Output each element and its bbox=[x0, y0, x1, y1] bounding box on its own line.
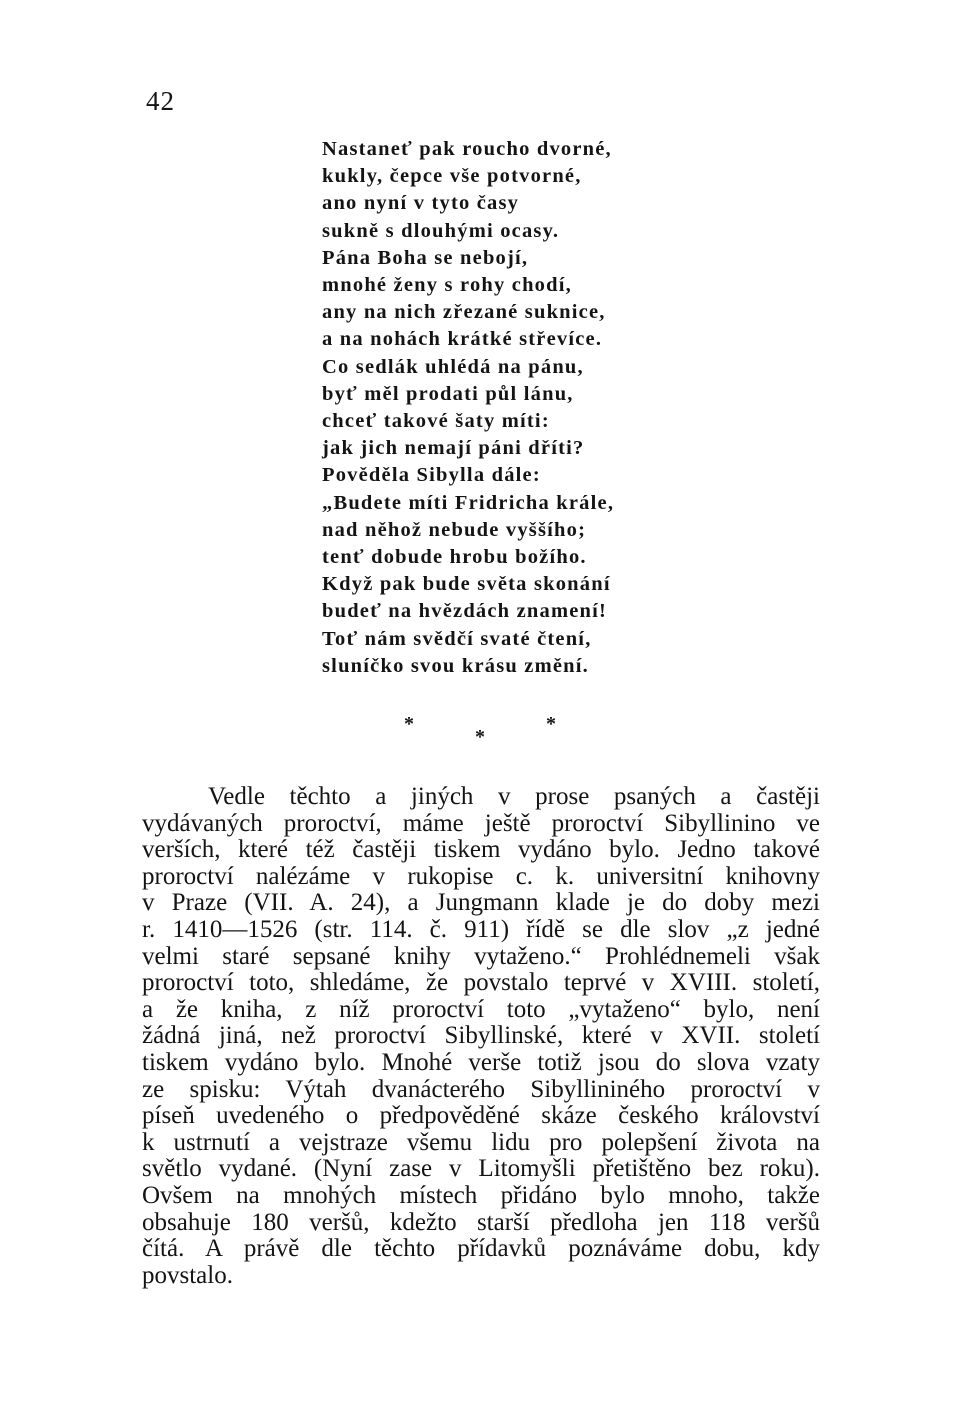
verse-line: Co sedlák uhlédá na pánu, bbox=[322, 355, 584, 378]
verse-line: Pána Boha se nebojí, bbox=[322, 246, 529, 269]
verse-line: Pověděla Sibylla dále: bbox=[322, 464, 541, 487]
prose-line: ze spisku: Výtah dvanácterého Sibyllininého proroctví v bbox=[142, 1075, 820, 1103]
verse-line: sukně s dlouhými ocasy. bbox=[322, 219, 560, 242]
verse-line: any na nich zřezané suknice, bbox=[322, 301, 606, 324]
prose-line: Ovšem na mnohých místech přidáno bylo mnoho, takže bbox=[142, 1181, 820, 1209]
prose-line: světlo vydané. (Nyní zase v Litomyšli přetištěno bez roku). bbox=[142, 1155, 820, 1183]
prose-line: verších, které též častěji tiskem vydáno bylo. Jedno takové bbox=[142, 836, 820, 864]
prose-paragraph bbox=[142, 784, 820, 1289]
verse-line: „Budete míti Fridricha krále, bbox=[322, 491, 615, 514]
separator-asterisk: * bbox=[546, 713, 556, 735]
verse-line: a na nohách krátké střevíce. bbox=[322, 328, 603, 351]
verse-line: Když pak bude světa skonání bbox=[322, 573, 611, 596]
verse-line: byť měl prodati půl lánu, bbox=[322, 382, 574, 405]
verse-line: ano nyní v tyto časy bbox=[322, 192, 520, 215]
prose-line: tiskem vydáno bylo. Mnohé verše totiž jsou do slova vzaty bbox=[142, 1048, 820, 1076]
verse-line: jak jich nemají páni dříti? bbox=[322, 437, 585, 460]
verse-line: nad něhož nebude vyššího; bbox=[322, 518, 587, 541]
verse-line: Toť nám svědčí svaté čtení, bbox=[322, 627, 592, 650]
verse-line: mnohé ženy s rohy chodí, bbox=[322, 274, 572, 297]
prose-line: píseň uvedeného o předpověděné skáze českého království bbox=[142, 1102, 820, 1130]
prose-line: čítá. A právě dle těchto přídavků poznáváme dobu, kdy bbox=[142, 1235, 820, 1263]
verse-line: tenť dobude hrobu božího. bbox=[322, 546, 587, 569]
verse-line: sluníčko svou krásu změní. bbox=[322, 654, 589, 677]
verse-line: chceť takové šaty míti: bbox=[322, 410, 550, 433]
separator-asterisk: * bbox=[475, 726, 485, 748]
prose-line: Vedle těchto a jiných v prose psaných a častěji bbox=[208, 783, 820, 810]
prose-line: a že kniha, z níž proroctví toto „vytaženo“ bylo, není bbox=[142, 995, 820, 1023]
prose-line: velmi staré sepsané knihy vytaženo.“ Prohlédnemeli však bbox=[142, 942, 820, 970]
prose-line: k ustrnutí a vejstraze všemu lidu pro polepšení života na bbox=[142, 1128, 820, 1156]
page-number: 42 bbox=[146, 86, 175, 116]
prose-line: vydávaných proroctví, máme ještě proroctví Sibyllinino ve bbox=[142, 809, 820, 837]
prose-line: proroctví nalézáme v rukopise c. k. universitní knihovny bbox=[142, 862, 820, 890]
verse-block bbox=[322, 136, 652, 680]
prose-line: r. 1410—1526 (str. 114. č. 911) řídě se dle slov „z jedné bbox=[142, 915, 820, 943]
separator-asterisk: * bbox=[404, 713, 414, 735]
verse-line: Nastaneť pak roucho dvorné, bbox=[322, 138, 612, 160]
prose-line: obsahuje 180 veršů, kdežto starší předloha jen 118 veršů bbox=[142, 1208, 820, 1236]
verse-line: budeť na hvězdách znamení! bbox=[322, 600, 608, 623]
verse-line: kukly, čepce vše potvorné, bbox=[322, 165, 582, 188]
prose-line: žádná jiná, než proroctví Sibyllinské, které v XVII. století bbox=[142, 1022, 820, 1050]
prose-line: proroctví toto, shledáme, že povstalo teprvé v XVIII. století, bbox=[142, 969, 820, 997]
prose-line: v Praze (VII. A. 24), a Jungmann klade je do doby mezi bbox=[142, 889, 820, 917]
prose-line: povstalo. bbox=[142, 1261, 233, 1289]
